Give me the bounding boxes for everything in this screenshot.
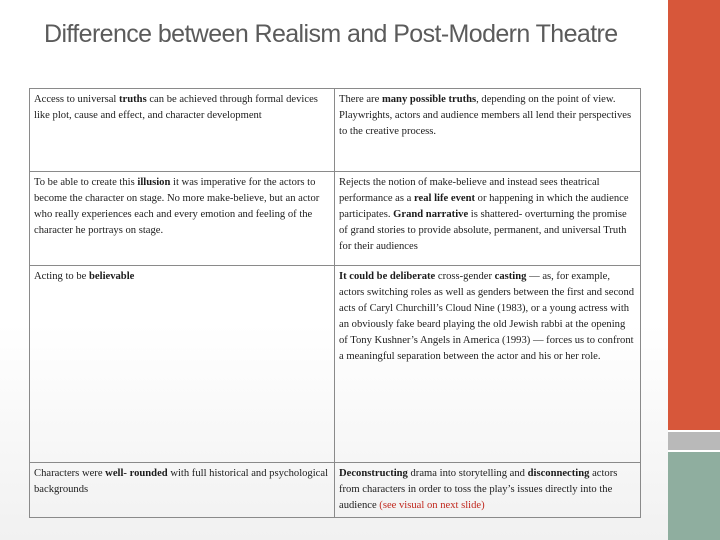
table-row: [30, 266, 641, 463]
table-row: [30, 89, 641, 172]
cell-text: Access to universal: [34, 94, 120, 105]
cell-text-bold: Grand narrative: [393, 209, 469, 220]
realism-cell: [30, 266, 335, 463]
cell-text-bold: Deconstructing: [339, 468, 408, 479]
cell-text: Acting to be: [34, 271, 90, 282]
postmodern-cell: [335, 89, 641, 172]
cell-text: Characters were: [34, 468, 106, 479]
realism-cell: [30, 172, 335, 266]
cell-text: it was imperative for the actors to become the character on stage. No more make-believe, but an actor who really experiences each and every emotion and feeling of the character he portrays on stage.: [34, 177, 320, 236]
slide-title: Difference between Realism and Post-Modern Theatre: [44, 20, 618, 48]
realism-cell: [30, 463, 335, 518]
table-row: [30, 172, 641, 266]
cell-text-bold: truths: [119, 94, 147, 105]
cell-text: Rejects the notion of make-believe and instead sees theatrical performance as a: [339, 177, 600, 204]
cell-text: cross-gender: [435, 271, 495, 282]
cell-text-bold: real life event: [414, 193, 475, 204]
cell-text-bold: disconnecting: [527, 468, 590, 479]
postmodern-cell: [335, 266, 641, 463]
cell-text-bold: casting: [494, 271, 527, 282]
realism-cell: [30, 89, 335, 172]
cell-text: — as, for example, actors switching roles as well as genders between the first and second acts of Caryl Churchill’s Cloud Nine (1983), or a young actress with an obviously fake beard playing the old Jewish rabbi at the opening of Tony Kushner’s Angels in America (1993) — forces us to confront a meaningful separation between the actor and his or her role.: [339, 271, 635, 362]
comparison-table: [29, 88, 641, 518]
cell-text-bold: illusion: [137, 177, 171, 188]
cell-text: or happening in which the audience participates.: [339, 193, 629, 220]
cell-text: , depending on the point of view. Playwrights, actors and audience members all lend their perspectives to the creative process.: [339, 94, 632, 137]
side-bar-orange-block: [668, 0, 720, 430]
cell-text: is shattered- overturning the promise of grand stories to provide absolute, permanent, and universal Truth for their audiences: [339, 209, 627, 252]
cell-text: There are: [339, 94, 382, 105]
table-row: [30, 463, 641, 518]
decorative-side-bar: [668, 0, 720, 540]
cell-text-bold: many possible truths: [381, 94, 477, 105]
next-slide-note: (see visual on next slide): [379, 500, 485, 511]
cell-text: with full historical and psychological backgrounds: [34, 468, 329, 495]
cell-text: actors from characters in order to toss the play’s issues directly into the audience: [339, 468, 618, 511]
cell-text: To be able to create this: [34, 177, 138, 188]
cell-text-bold: believable: [89, 271, 135, 282]
cell-text-bold: well- rounded: [105, 468, 168, 479]
cell-text: can be achieved through formal devices like plot, cause and effect, and character development: [34, 94, 318, 121]
side-bar-green-block: [668, 452, 720, 540]
cell-text-bold: It could be deliberate: [339, 271, 436, 282]
postmodern-cell: [335, 463, 641, 518]
cell-text: drama into storytelling and: [407, 468, 528, 479]
postmodern-cell: [335, 172, 641, 266]
side-bar-gray-block: [668, 432, 720, 450]
